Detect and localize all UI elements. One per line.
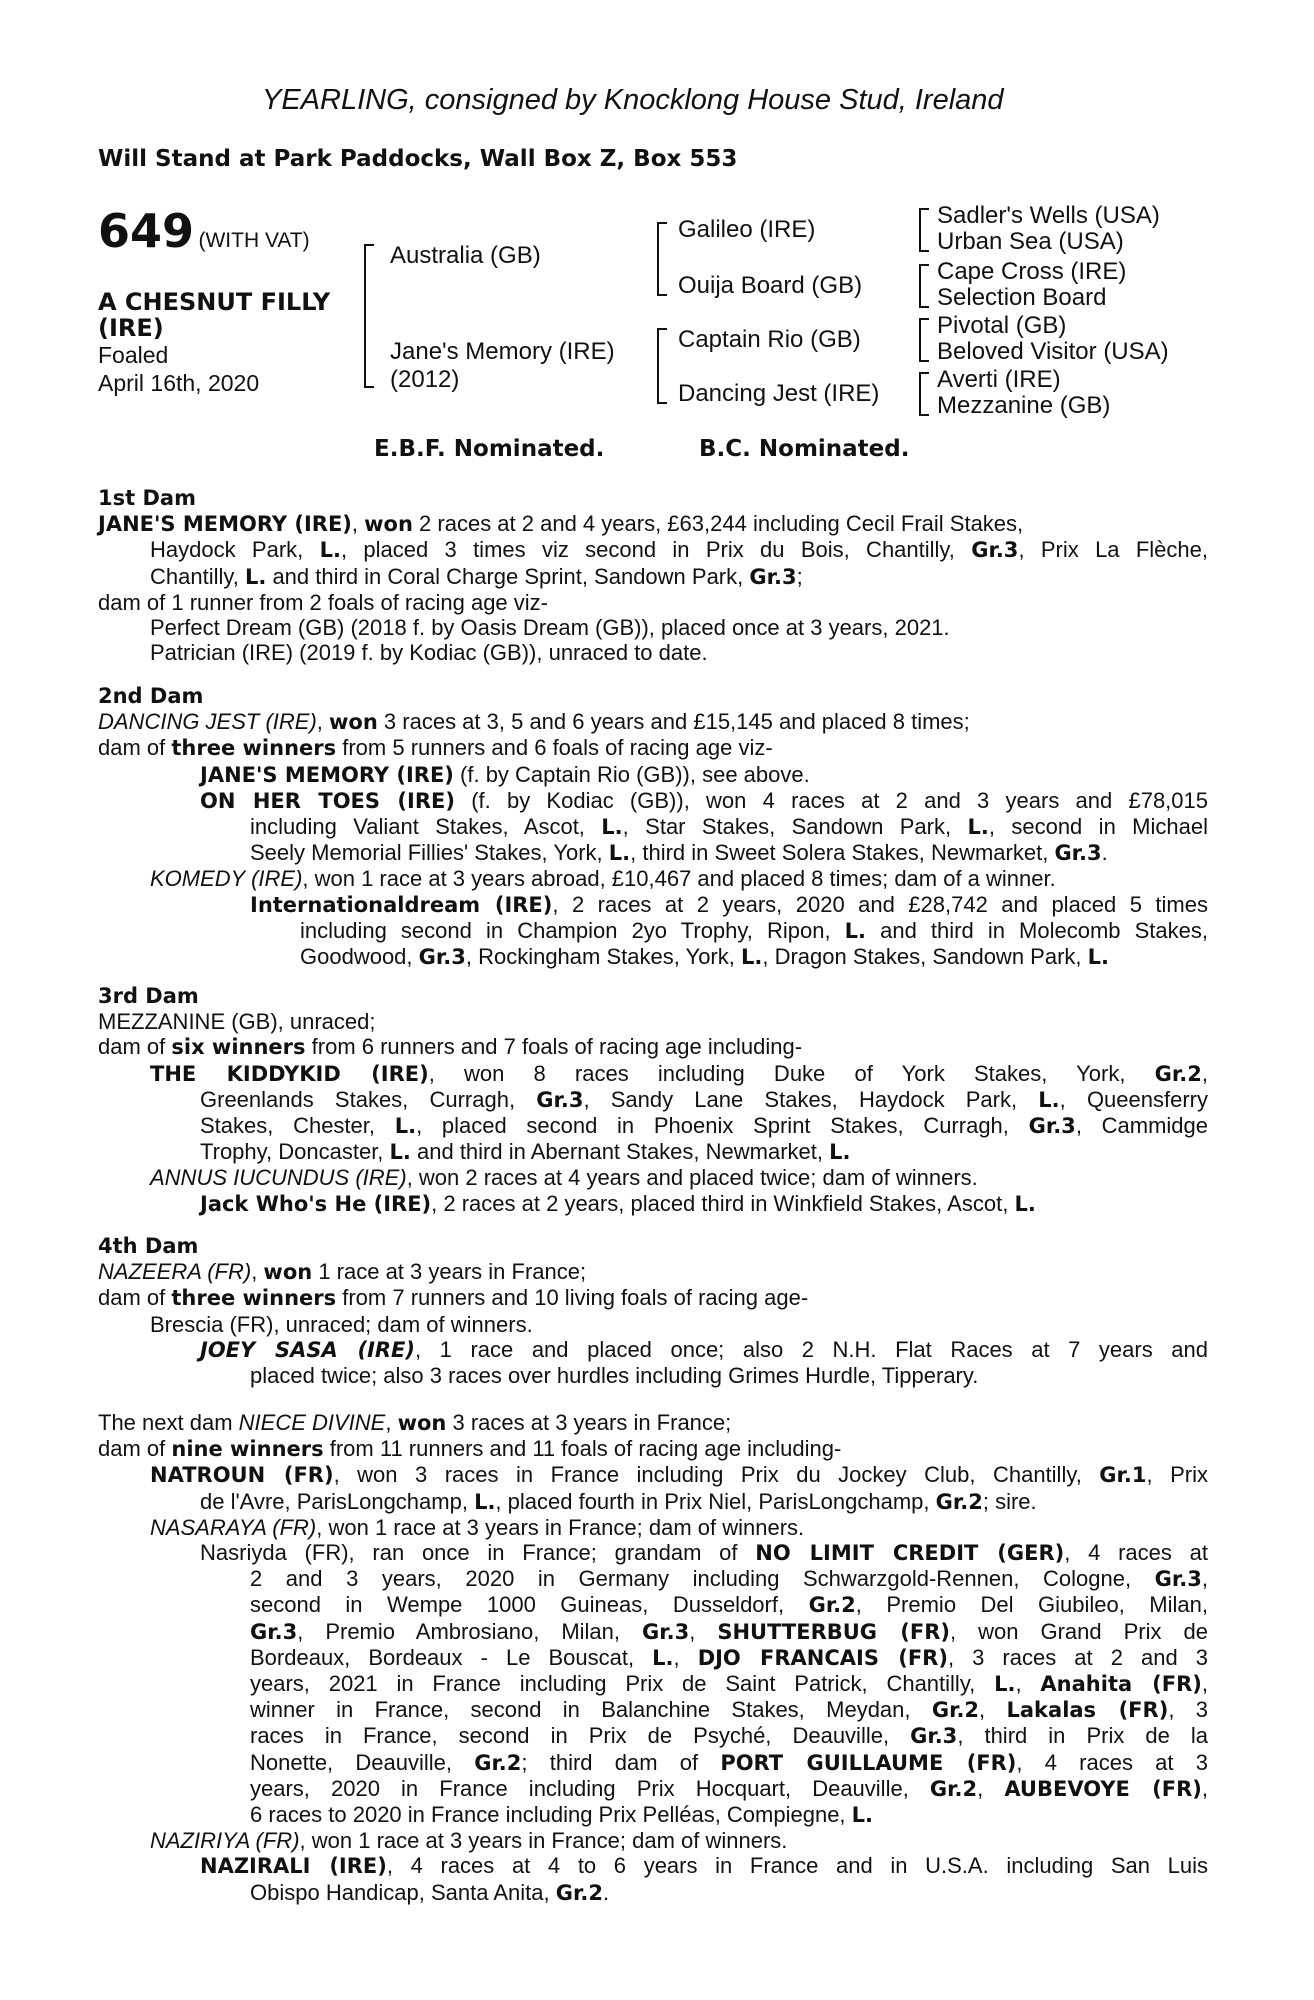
stand-location: Will Stand at Park Paddocks, Wall Box Z, Box 553 xyxy=(98,146,738,172)
first-dam-heading: 1st Dam xyxy=(98,486,196,510)
gg-sire-2: Cape Cross (IRE) xyxy=(937,258,1127,285)
foaled-label: Foaled xyxy=(98,342,169,368)
dam-year: (2012) xyxy=(390,366,460,393)
second-dam-section: 2nd Dam DANCING JEST (IRE), won 3 races at 3, 5 and 6 years and £15,145 and placed 8 times; dam of three winners from 5 runners and 6 foals of racing age viz- JANE'S MEMORY (IRE) (f. by Captain Rio (GB)), see above. ON HER TOES (IRE) (f. by Kodiac (GB)), won 4 races at 2 and 3 years and £78,015 including Valiant Stakes, Ascot, L., Star Stakes, Sandown Park, L., second in Michael Seely Memorial Fillies' Stakes, York, L., third in Sweet Solera Stakes, Newmarket, Gr.3. KOMEDY (IRE), won 1 race at 3 years abroad, £10,467 and placed 8 times; dam of a winner. Internationaldream (IRE), 2 races at 2 years, 2020 and £28,742 and placed 5 times including second in Champion 2yo Trophy, Ripon, L. and third in Molecomb Stakes, Goodwood, Gr.3, Rockingham Stakes, York, L., Dragon Stakes, Sandown Park, L. xyxy=(98,684,1208,970)
pedigree-brace-g1 xyxy=(919,208,929,252)
foaled-date: April 16th, 2020 xyxy=(98,370,260,396)
pedigree-brace-g3 xyxy=(919,318,929,362)
produce-item: Perfect Dream (GB) (2018 f. by Oasis Dream (GB)), placed once at 3 years, 2021. xyxy=(150,615,950,641)
pedigree-brace-g2 xyxy=(919,264,929,308)
dam-dam: Dancing Jest (IRE) xyxy=(678,380,880,407)
second-dam-heading: 2nd Dam xyxy=(98,684,204,708)
pedigree-brace-sire xyxy=(657,222,667,296)
produce-item: Patrician (IRE) (2019 f. by Kodiac (GB)), unraced to date. xyxy=(150,640,708,666)
fourth-dam-section: 4th Dam NAZEERA (FR), won 1 race at 3 years in France; dam of three winners from 7 runners and 10 living foals of racing age- Brescia (FR), unraced; dam of winners. JOEY SASA (IRE), 1 race and placed once; also 2 N.H. Flat Races at 7 years and placed twice; also 3 races over hurdles including Grimes Hurdle, Tipperary. xyxy=(98,1234,1208,1389)
fourth-dam-heading: 4th Dam xyxy=(98,1234,199,1258)
gg-dam-1: Urban Sea (USA) xyxy=(937,228,1124,255)
next-dam-section: The next dam NIECE DIVINE, won 3 races at 3 years in France; dam of nine winners from 11 runners and 11 foals of racing age including- NATROUN (FR), won 3 races in France including Prix du Jockey Club, Chantilly, Gr.1, Prix de l'Avre, ParisLongchamp, L., placed fourth in Prix Niel, ParisLongchamp, Gr.2; sire. NASARAYA (FR), won 1 race at 3 years in France; dam of winners. Nasriyda (FR), ran once in France; grandam of NO LIMIT CREDIT (GER), 4 races at 2 and 3 years, 2020 in Germany including Schwarzgold-Rennen, Cologne, Gr.3, second in Wempe 1000 Guineas, Dusseldorf, Gr.2, Premio Del Giubileo, Milan, Gr.3, Premio Ambrosiano, Milan, Gr.3, SHUTTERBUG (FR), won Grand Prix de Bordeaux, Bordeaux - Le Bouscat, L., DJO FRANCAIS (FR), 3 races at 2 and 3 years, 2021 in France including Prix de Saint Patrick, Chantilly, L., Anahita (FR), winner in France, second in Balanchine Stakes, Meydan, Gr.2, Lakalas (FR), 3 races in France, second in Prix de Psyché, Deauville, Gr.3, third in Prix de la Nonette, Deauville, Gr.2; third dam of PORT GUILLAUME (FR), 4 races at 3 years, 2020 in France including Prix Hocquart, Deauville, Gr.2, AUBEVOYE (FR), 6 races to 2020 in France including Prix Pelléas, Compiegne, L. NAZIRIYA (FR), won 1 race at 3 years in France; dam of winners. NAZIRALI (IRE), 4 races at 4 to 6 years in France and in U.S.A. including San Luis Obispo Handicap, Santa Anita, Gr.2. xyxy=(98,1410,1209,1905)
third-dam-section: 3rd Dam MEZZANINE (GB), unraced; dam of six winners from 6 runners and 7 foals of racing age including- THE KIDDYKID (IRE), won 8 races including Duke of York Stakes, York, Gr.2, Greenlands Stakes, Curragh, Gr.3, Sandy Lane Stakes, Haydock Park, L., Queensferry Stakes, Chester, L., placed second in Phoenix Sprint Stakes, Curragh, Gr.3, Cammidge Trophy, Doncaster, L. and third in Abernant Stakes, Newmarket, L. ANNUS IUCUNDUS (IRE), won 2 races at 4 years and placed twice; dam of winners. Jack Who's He (IRE), 2 races at 2 years, placed third in Winkfield Stakes, Ascot, L. xyxy=(98,984,1209,1216)
page-title: YEARLING, consigned by Knocklong House Stud, Ireland xyxy=(262,84,1004,116)
second-dam-name: DANCING JEST (IRE) xyxy=(98,709,317,735)
lot-number-row xyxy=(98,204,310,258)
ebf-nomination: E.B.F. Nominated. xyxy=(374,436,605,462)
sire-sire: Galileo (IRE) xyxy=(678,216,816,243)
horse-country: (IRE) xyxy=(98,314,164,342)
third-dam-heading: 3rd Dam xyxy=(98,984,199,1008)
gg-sire-3: Pivotal (GB) xyxy=(937,312,1067,339)
gg-dam-2: Selection Board xyxy=(937,284,1107,311)
dam-sire: Captain Rio (GB) xyxy=(678,326,861,353)
lot-number: 649 xyxy=(98,204,195,258)
gg-dam-4: Mezzanine (GB) xyxy=(937,392,1111,419)
pedigree-brace-dam xyxy=(657,328,667,404)
vat-note: (WITH VAT) xyxy=(198,229,310,252)
horse-description: A CHESNUT FILLY xyxy=(98,288,331,316)
gg-dam-3: Beloved Visitor (USA) xyxy=(937,338,1169,365)
gg-sire-4: Averti (IRE) xyxy=(937,366,1061,393)
sire-dam: Ouija Board (GB) xyxy=(678,272,863,299)
sire-name: Australia (GB) xyxy=(390,242,541,269)
first-dam-section: 1st Dam JANE'S MEMORY (IRE), won 2 races at 2 and 4 years, £63,244 including Cecil Frail Stakes, Haydock Park, L., placed 3 times viz second in Prix du Bois, Chantilly, Gr.3, Prix La Flèche, Chantilly, L. and third in Coral Charge Sprint, Sandown Park, Gr.3; dam of 1 runner from 2 foals of racing age viz- Perfect Dream (GB) (2018 f. by Oasis Dream (GB)), placed once at 3 years, 2021. Patrician (IRE) (2019 f. by Kodiac (GB)), unraced to date. xyxy=(98,486,1209,666)
pedigree-brace-main xyxy=(364,244,374,388)
first-dam-name: JANE'S MEMORY (IRE) xyxy=(98,512,352,537)
first-dam-line: Haydock Park, L., placed 3 times viz second in Prix du Bois, Chantilly, Gr.3, Prix La Flèche, xyxy=(150,537,1209,563)
gg-sire-1: Sadler's Wells (USA) xyxy=(937,202,1160,229)
bc-nomination: B.C. Nominated. xyxy=(699,436,910,462)
first-dam-produce-summary: dam of 1 runner from 2 foals of racing age viz- xyxy=(98,589,548,615)
third-dam-name: MEZZANINE (GB), unraced; xyxy=(98,1009,376,1035)
first-dam-line: Chantilly, L. and third in Coral Charge Sprint, Sandown Park, Gr.3; xyxy=(150,563,803,589)
pedigree-brace-g4 xyxy=(919,372,929,416)
dam-name: Jane's Memory (IRE) xyxy=(390,338,615,365)
